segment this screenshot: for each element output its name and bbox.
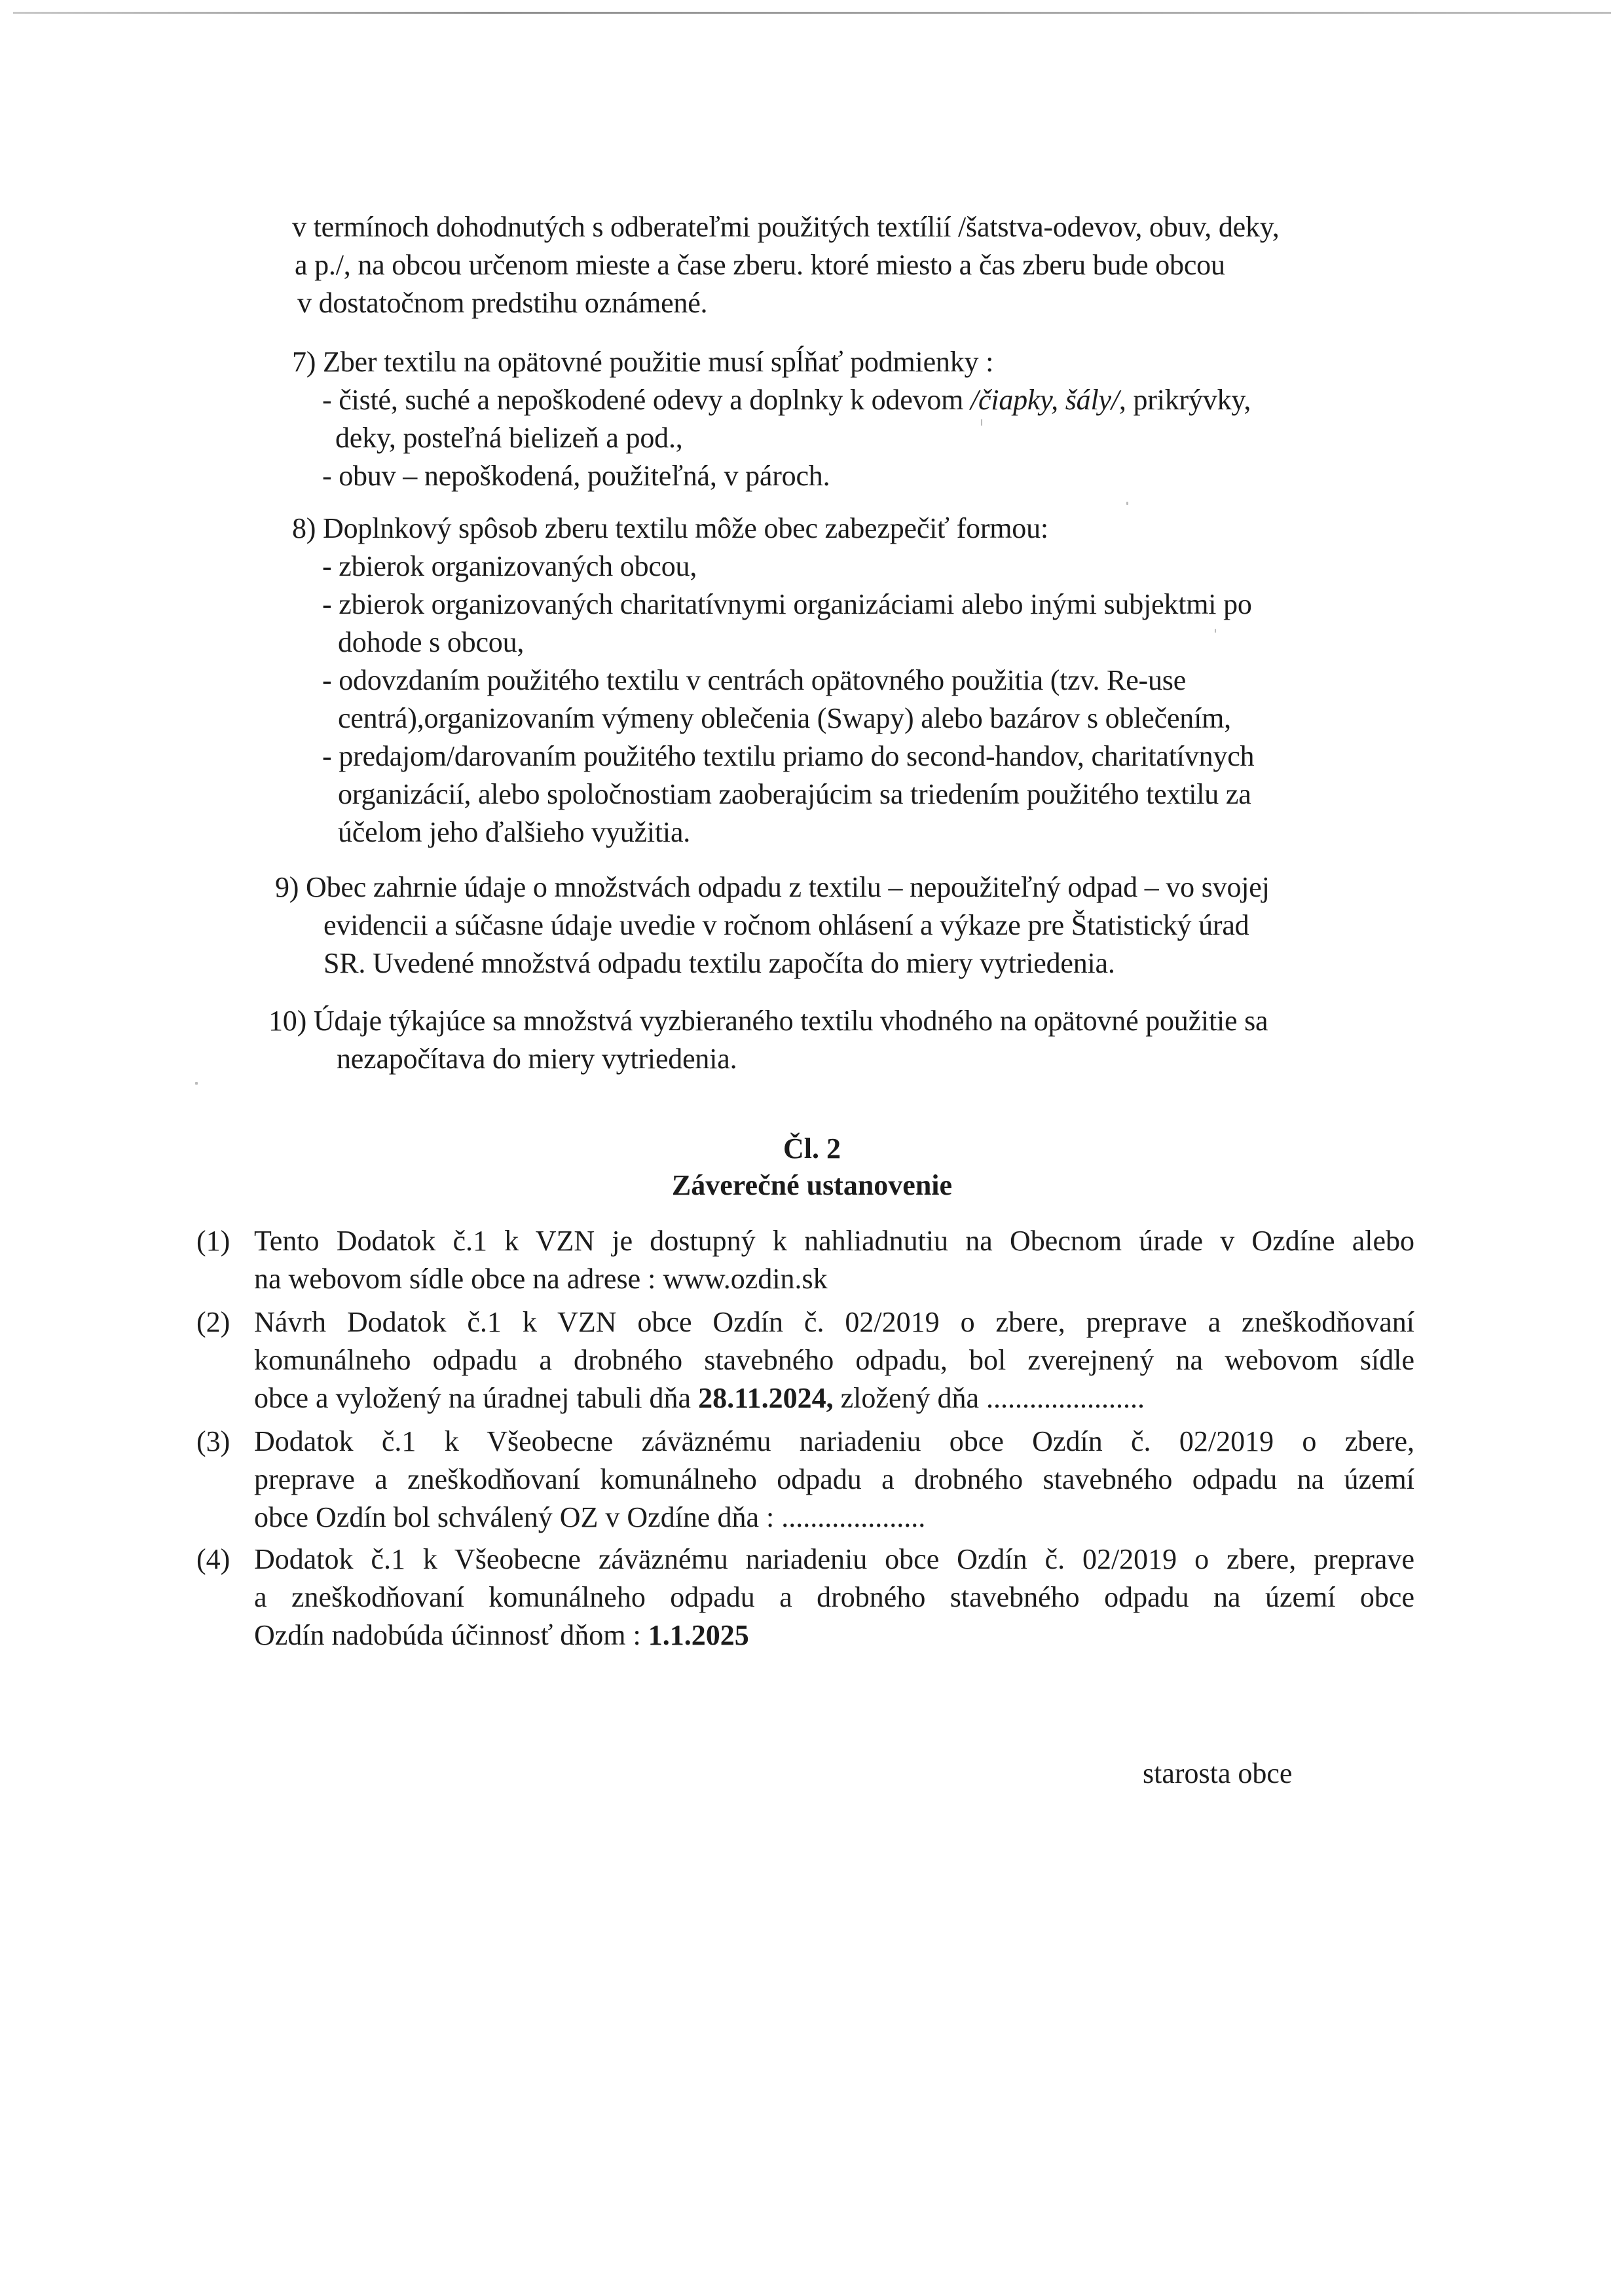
provision-number: (2) — [196, 1306, 231, 1338]
list-item-8 — [292, 510, 1254, 851]
item-subline: - odovzdaním použitého textilu v centrách opätovného použitia (tzv. Re-use — [322, 664, 1187, 696]
subline-text: - čisté, suché a nepoškodené odevy a doplnky k odevom — [322, 384, 970, 416]
final-provision-4 — [196, 1540, 1414, 1654]
provision-text: Ozdín nadobúda účinnosť dňom : — [254, 1619, 648, 1651]
scan-speck — [1215, 629, 1216, 633]
provision-text: obce a vyložený na úradnej tabuli dňa — [254, 1382, 699, 1414]
item-subline: účelom jeho ďalšieho využitia. — [338, 816, 691, 848]
list-item-10 — [268, 1002, 1268, 1078]
item-heading: 9) Obec zahrnie údaje o množstvách odpadu z textilu – nepoužiteľný odpad – vo svojej — [275, 871, 1270, 903]
item-subline: SR. Uvedené množstvá odpadu textilu započíta do miery vytriedenia. — [323, 947, 1115, 979]
scan-speck — [195, 1082, 198, 1085]
item-subline: - obuv – nepoškodená, použiteľná, v pároch. — [322, 460, 830, 492]
signature-label: starosta obce — [1143, 1757, 1293, 1789]
item-subline: - zbierok organizovaných charitatívnymi organizáciami alebo inými subjektmi po — [322, 588, 1252, 620]
item-subline: - zbierok organizovaných obcou, — [322, 550, 697, 582]
item-heading: 8) Doplnkový spôsob zberu textilu môže obec zabezpečiť formou: — [292, 512, 1048, 544]
article-number: Čl. 2 — [783, 1132, 841, 1165]
provision-line: Tento Dodatok č.1 k VZN je dostupný k nahliadnutiu na Obecnom úrade v Ozdíne alebo — [254, 1225, 1414, 1257]
subline-text: , prikrývky, — [1118, 384, 1251, 416]
item-subline: nezapočítava do miery vytriedenia. — [337, 1043, 737, 1075]
item-subline: dohode s obcou, — [338, 626, 525, 658]
provision-line: a zneškodňovaní komunálneho odpadu a drobného stavebného odpadu na území obce — [254, 1581, 1414, 1613]
final-provision-1 — [196, 1222, 1414, 1298]
provision-text: zložený dňa ...................... — [833, 1382, 1145, 1414]
final-provision-3 — [196, 1423, 1414, 1537]
final-provision-2 — [196, 1303, 1414, 1417]
scan-speck — [981, 419, 982, 426]
article-title: Záverečné ustanovenie — [671, 1169, 953, 1201]
intro-paragraph — [292, 208, 1431, 322]
provision-line — [254, 1379, 1414, 1417]
provision-number: (1) — [196, 1225, 231, 1257]
provision-line: Dodatok č.1 k Všeobecne záväznému nariadeniu obce Ozdín č. 02/2019 o zbere, — [254, 1425, 1414, 1457]
provision-line — [254, 1616, 1414, 1654]
item-subline: - predajom/darovaním použitého textilu priamo do second-handov, charitatívnych — [322, 740, 1255, 772]
intro-line: v termínoch dohodnutých s odberateľmi použitých textílií /šatstva-odevov, obuv, deky, — [292, 211, 1280, 243]
provision-line: obce Ozdín bol schválený OZ v Ozdíne dňa : .................... — [254, 1501, 926, 1533]
provision-line: Návrh Dodatok č.1 k VZN obce Ozdín č. 02/2019 o zbere, preprave a zneškodňovaní — [254, 1306, 1414, 1338]
item-subline: centrá),organizovaním výmeny oblečenia (Swapy) alebo bazárov s oblečením, — [338, 702, 1231, 734]
provision-line: preprave a zneškodňovaní komunálneho odpadu a drobného stavebného odpadu na území — [254, 1463, 1414, 1495]
item-subline: evidencii a súčasne údaje uvedie v ročnom ohlásení a výkaze pre Štatistický úrad — [323, 909, 1249, 941]
provision-line: na webovom sídle obce na adrese : www.ozdin.sk — [254, 1263, 828, 1295]
item-subline: organizácií, alebo spoločnostiam zaoberajúcim sa triedením použitého textilu za — [338, 778, 1251, 810]
provision-line: Dodatok č.1 k Všeobecne záväznému nariadeniu obce Ozdín č. 02/2019 o zbere, preprave — [254, 1543, 1414, 1575]
list-item-7 — [292, 343, 1251, 495]
item-subline — [292, 381, 1251, 419]
scan-top-edge-line — [13, 12, 1611, 14]
provision-number: (3) — [196, 1425, 231, 1457]
intro-line: v dostatočnom predstihu oznámené. — [297, 287, 708, 319]
provision-number: (4) — [196, 1543, 231, 1575]
item-heading: 10) Údaje týkajúce sa množstvá vyzbieraného textilu vhodného na opätovné použitie sa — [268, 1005, 1268, 1037]
scan-speck — [1126, 502, 1128, 505]
provision-line: komunálneho odpadu a drobného stavebného odpadu, bol zverejnený na webovom sídle — [254, 1344, 1414, 1376]
item-heading: 7) Zber textilu na opätovné použitie musí spĺňať podmienky : — [292, 346, 994, 378]
item-subline: deky, posteľná bielizeň a pod., — [335, 422, 683, 454]
intro-line: a p./, na obcou určenom mieste a čase zberu. ktoré miesto a čas zberu bude obcou — [295, 249, 1225, 281]
publication-date: 28.11.2024, — [698, 1382, 834, 1414]
subline-italic-text: /čiapky, šály/ — [970, 384, 1119, 416]
list-item-9 — [275, 868, 1270, 982]
effective-date: 1.1.2025 — [648, 1619, 749, 1651]
